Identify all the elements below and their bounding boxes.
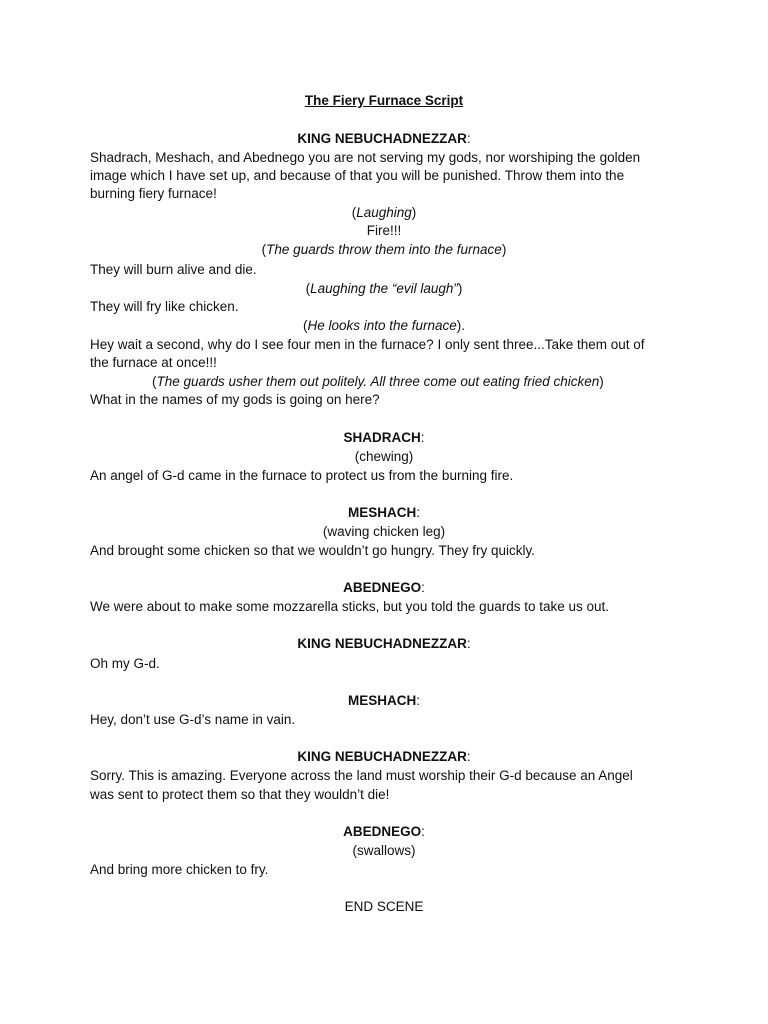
stage-direction-text: Laughing the “evil laugh” bbox=[310, 281, 458, 296]
dialogue-line: An angel of G-d came in the furnace to protect us from the burning fire. bbox=[90, 468, 514, 483]
dialogue-line: And bring more chicken to fry. bbox=[90, 862, 269, 877]
dialogue-line: And brought some chicken so that we wouldn’t go hungry. They fry quickly. bbox=[90, 543, 535, 558]
speaker-name: KING NEBUCHADNEZZAR bbox=[297, 636, 467, 651]
stage-direction-text: The guards throw them into the furnace bbox=[266, 242, 502, 257]
dialogue-line: They will fry like chicken. bbox=[90, 299, 239, 314]
stage-direction-text: The guards usher them out politely. All three come out eating fried chicken bbox=[156, 374, 600, 389]
stage-direction: (The guards throw them into the furnace) bbox=[261, 242, 507, 257]
stage-direction: (The guards usher them out politely. All three come out eating fried chicken) bbox=[152, 374, 604, 389]
speaker-name: ABEDNEGO bbox=[343, 580, 422, 595]
dialogue-line: was sent to protect them so that they wouldn’t die! bbox=[90, 787, 390, 802]
speaker-heading: SHADRACH: bbox=[343, 430, 425, 445]
stage-direction: (Laughing the “evil laugh”) bbox=[305, 281, 463, 296]
dialogue-line: Hey, don’t use G-d’s name in vain. bbox=[90, 712, 296, 727]
speaker-name: KING NEBUCHADNEZZAR bbox=[297, 131, 467, 146]
dialogue-line: Sorry. This is amazing. Everyone across the land must worship their G-d because an Angel bbox=[90, 768, 633, 783]
dialogue-line: burning fiery furnace! bbox=[90, 186, 217, 201]
speaker-name: KING NEBUCHADNEZZAR bbox=[297, 749, 467, 764]
stage-direction: (waving chicken leg) bbox=[322, 524, 446, 539]
dialogue-line: Hey wait a second, why do I see four men in the furnace? I only sent three...Take them out of bbox=[90, 337, 645, 352]
end-scene-label: END SCENE bbox=[344, 899, 424, 914]
stage-direction: (He looks into the furnace). bbox=[302, 318, 466, 333]
speaker-heading: ABEDNEGO: bbox=[343, 580, 425, 595]
dialogue-line: What in the names of my gods is going on here? bbox=[90, 392, 380, 407]
speaker-heading: ABEDNEGO: bbox=[343, 824, 425, 839]
dialogue-line: Fire!!! bbox=[366, 223, 402, 238]
dialogue-line: the furnace at once!!! bbox=[90, 355, 217, 370]
speaker-heading: KING NEBUCHADNEZZAR: bbox=[297, 131, 471, 146]
speaker-name: MESHACH bbox=[347, 693, 417, 708]
stage-direction: (Laughing) bbox=[351, 205, 417, 220]
speaker-name: SHADRACH bbox=[343, 430, 421, 445]
speaker-heading: KING NEBUCHADNEZZAR: bbox=[297, 636, 471, 651]
dialogue-line: Oh my G-d. bbox=[90, 656, 160, 671]
dialogue-line: We were about to make some mozzarella sticks, but you told the guards to take us out. bbox=[90, 599, 610, 614]
dialogue-line: Shadrach, Meshach, and Abednego you are not serving my gods, nor worshiping the golden bbox=[90, 150, 641, 165]
stage-direction: (chewing) bbox=[354, 449, 414, 464]
stage-direction: (swallows) bbox=[352, 843, 416, 858]
dialogue-line: image which I have set up, and because of that you will be punished. Throw them into the bbox=[90, 168, 625, 183]
speaker-heading: KING NEBUCHADNEZZAR: bbox=[297, 749, 471, 764]
document-title: The Fiery Furnace Script bbox=[304, 93, 464, 108]
dialogue-line: They will burn alive and die. bbox=[90, 262, 257, 277]
stage-direction-text: He looks into the furnace bbox=[307, 318, 457, 333]
stage-direction-text: Laughing bbox=[356, 205, 412, 220]
speaker-name: MESHACH bbox=[347, 505, 417, 520]
speaker-heading: MESHACH: bbox=[347, 693, 421, 708]
speaker-name: ABEDNEGO bbox=[343, 824, 422, 839]
speaker-heading: MESHACH: bbox=[347, 505, 421, 520]
